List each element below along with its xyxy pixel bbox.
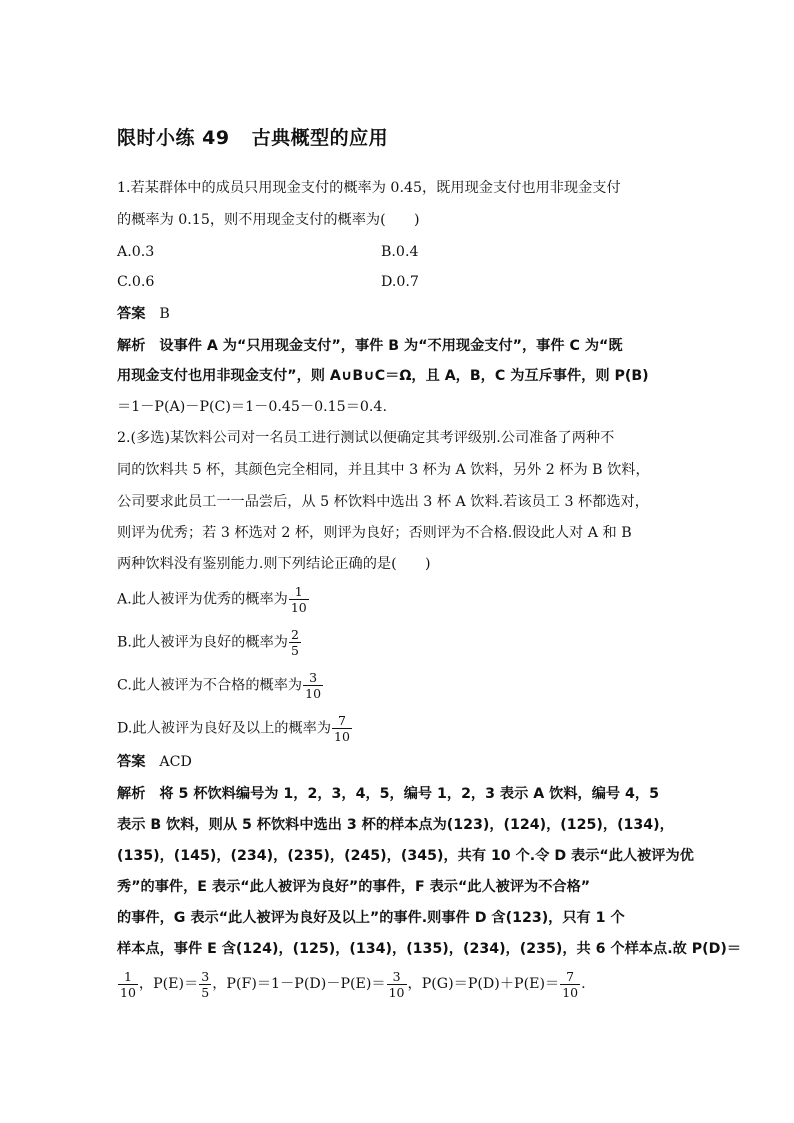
q1-option-c: C.0.6 xyxy=(117,274,155,290)
fraction-numerator: 3 xyxy=(309,670,318,685)
title-topic: 古典概型的应用 xyxy=(251,127,389,149)
fraction xyxy=(118,969,138,1000)
fraction xyxy=(303,670,323,701)
q2-stem-line4: 则评为优秀；若 3 杯选对 2 杯，则评为良好；否则评为不合格.假设此人对 A 和 B xyxy=(117,525,632,541)
q2-analysis-line4: 秀”的事件，E 表示“此人被评为良好”的事件，F 表示“此人被评为不合格” xyxy=(117,879,591,895)
q2-option-d xyxy=(117,713,353,744)
q1-stem-line2: 的概率为 0.15，则不用现金支付的概率为( ) xyxy=(117,212,420,228)
fraction-numerator: 7 xyxy=(566,968,575,984)
q2-stem-line5: 两种饮料没有鉴别能力.则下列结论正确的是( ) xyxy=(117,556,431,572)
fraction-numerator: 3 xyxy=(392,968,401,984)
q2-stem-line1: 2.(多选)某饮料公司对一名员工进行测试以便确定其考评级别.公司准备了两种不 xyxy=(117,430,615,446)
answer-label: 答案 xyxy=(117,306,146,322)
fraction-denominator: 10 xyxy=(290,600,307,615)
answer-value: B xyxy=(159,306,170,322)
fraction xyxy=(560,969,580,1000)
q1-option-b: B.0.4 xyxy=(381,244,419,260)
fraction-numerator: 1 xyxy=(123,968,132,984)
fraction-denominator: 10 xyxy=(305,686,322,701)
q1-option-a: A.0.3 xyxy=(117,244,155,260)
fraction-denominator: 10 xyxy=(120,984,136,1000)
fraction xyxy=(199,969,211,1000)
formula-text: ，P(F)＝1－P(D)－P(E)＝ xyxy=(212,976,386,992)
fraction-denominator: 10 xyxy=(334,729,350,744)
q2-answer xyxy=(117,752,192,772)
title-number: 限时小练 49 xyxy=(117,127,230,149)
fraction xyxy=(289,584,309,615)
q1-option-d: D.0.7 xyxy=(381,274,419,290)
formula-text: ，P(E)＝ xyxy=(138,976,199,992)
answer-label: 答案 xyxy=(117,754,146,770)
q2-option-c-text: C.此人被评为不合格的概率为 xyxy=(117,677,303,694)
q2-stem-line2: 同的饮料共 5 杯，其颜色完全相同，并且其中 3 杯为 A 饮料，另外 2 杯为 B 饮料， xyxy=(117,462,650,478)
q2-option-b-text: B.此人被评为良好的概率为 xyxy=(117,634,288,651)
q2-option-a xyxy=(117,584,310,615)
q1-answer xyxy=(117,304,170,324)
q2-analysis-final-line xyxy=(117,967,586,1001)
q2-option-a-text: A.此人被评为优秀的概率为 xyxy=(117,591,288,608)
fraction-numerator: 1 xyxy=(294,584,303,599)
q2-analysis-line1 xyxy=(117,784,659,804)
page-title xyxy=(117,123,388,150)
q2-analysis-line3: (135)，(145)，(234)，(235)，(245)，(345)，共有 10 个.令 D 表示“此人被评为优 xyxy=(117,848,694,864)
formula-text: ，P(G)＝P(D)＋P(E)＝ xyxy=(407,976,560,992)
fraction xyxy=(332,713,352,744)
analysis-label: 解析 xyxy=(117,338,146,354)
q2-option-d-text: D.此人被评为良好及以上的概率为 xyxy=(117,720,332,737)
q1-stem-line1: 1.若某群体中的成员只用现金支付的概率为 0.45，既用现金支付也用非现金支付 xyxy=(117,180,621,196)
analysis-label: 解析 xyxy=(117,786,146,802)
fraction xyxy=(289,627,301,658)
q2-analysis-line5: 的事件，G 表示“此人被评为良好及以上”的事件.则事件 D 含(123)，只有 1 个 xyxy=(117,910,625,926)
q1-analysis-line1 xyxy=(117,336,623,356)
q2-stem-line3: 公司要求此员工一一品尝后，从 5 杯饮料中选出 3 杯 A 饮料.若该员工 3 杯都选对， xyxy=(117,494,649,510)
analysis-text: 设事件 A 为“只用现金支付”，事件 B 为“不用现金支付”，事件 C 为“既 xyxy=(159,338,623,354)
fraction xyxy=(387,969,407,1000)
q2-analysis-line2: 表示 B 饮料，则从 5 杯饮料中选出 3 杯的样本点为(123)，(124)，(125)，(134)， xyxy=(117,817,674,833)
q2-analysis-line6: 样本点，事件 E 含(124)，(125)，(134)，(135)，(234)，(235)，共 6 个样本点.故 P(D)＝ xyxy=(117,941,742,957)
fraction-numerator: 7 xyxy=(337,713,346,728)
q1-analysis-line3: ＝1－P(A)－P(C)＝1－0.45－0.15＝0.4. xyxy=(117,399,387,415)
fraction-denominator: 5 xyxy=(291,643,299,658)
q2-option-b xyxy=(117,627,302,658)
formula-text: . xyxy=(581,976,586,992)
fraction-denominator: 10 xyxy=(562,984,579,1000)
fraction-numerator: 3 xyxy=(201,968,210,984)
fraction-numerator: 2 xyxy=(291,627,299,642)
answer-value: ACD xyxy=(159,754,192,770)
fraction-denominator: 10 xyxy=(388,984,405,1000)
q1-analysis-line2: 用现金支付也用非现金支付”，则 A∪B∪C＝Ω，且 A，B，C 为互斥事件，则 P(B) xyxy=(117,368,649,384)
fraction-denominator: 5 xyxy=(201,984,210,1000)
q2-option-c xyxy=(117,670,324,701)
analysis-text: 将 5 杯饮料编号为 1，2，3，4，5，编号 1，2，3 表示 A 饮料，编号 4，5 xyxy=(159,786,659,802)
